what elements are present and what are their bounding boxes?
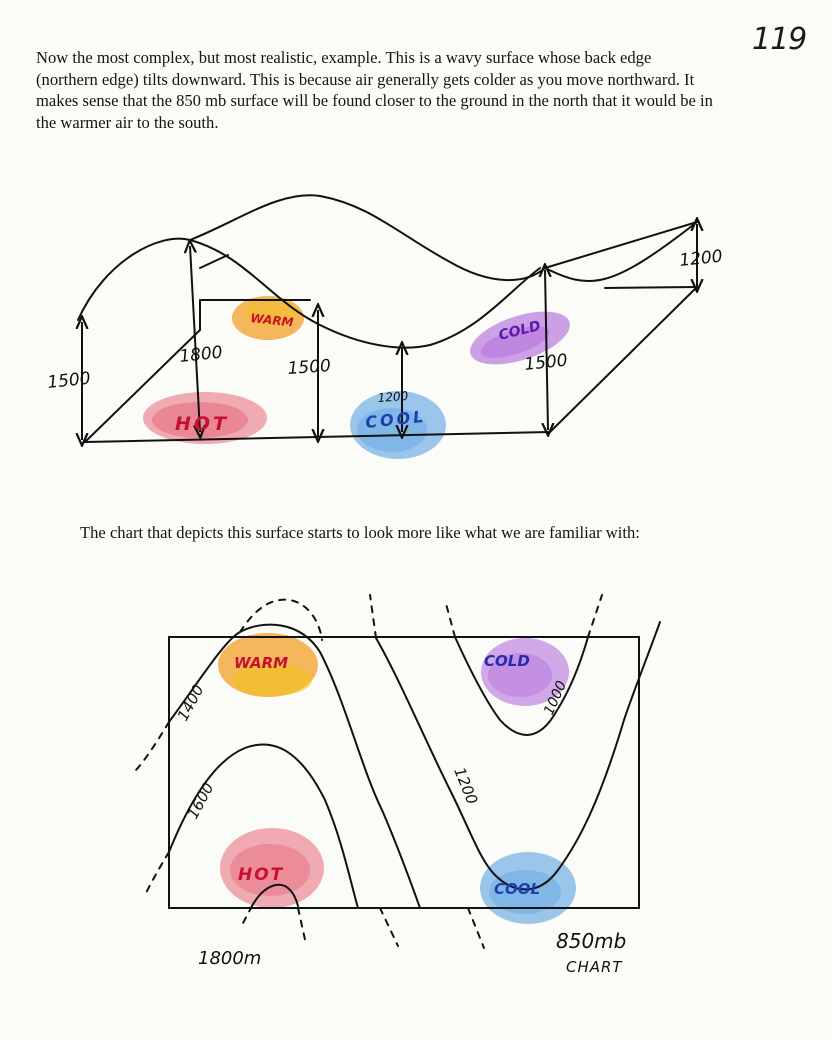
chart-intro-paragraph: The chart that depicts this surface starts to look more like what we are familiar with: <box>80 523 640 542</box>
region-label-warm: WARM <box>234 654 289 672</box>
height-label: 1800 <box>178 342 224 367</box>
contour-1600-south-dashed <box>468 908 484 948</box>
contour-1800-south-dashed <box>298 908 306 944</box>
region-label-hot: HOT <box>238 865 285 885</box>
region-label-hot: HOT <box>175 413 230 435</box>
page-number: 119 <box>752 22 807 57</box>
region-label-warm: WARM <box>249 311 295 330</box>
height-label: 1200 <box>678 246 724 271</box>
height-label: 1500 <box>46 368 92 393</box>
height-label: 1500 <box>286 356 332 379</box>
contour-label-1800m: 1800m <box>198 948 262 969</box>
contour-label-1400: 1400 <box>173 681 208 724</box>
region-label-cold: COLD <box>484 652 530 670</box>
height-label: 1500 <box>523 350 569 375</box>
contour-1400-west-dashed <box>136 722 169 770</box>
contour-label-1200: 1200 <box>450 764 482 807</box>
contour-label-1600: 1600 <box>183 779 218 822</box>
chart-caption-850mb: 850mb <box>556 929 627 953</box>
chart-caption-chart: CHART <box>566 958 623 976</box>
region-label-cold: COLD <box>497 318 543 344</box>
contour-1600-west-dashed <box>145 852 169 895</box>
region-label-cool: COOL <box>494 880 541 898</box>
contour-1000-north-west-dashed <box>445 600 455 637</box>
contour-1400-north-dashed <box>240 600 322 640</box>
height-label: 1200 <box>377 388 409 405</box>
intro-paragraph: Now the most complex, but most realistic, example. This is a wavy surface whose back edge (northern edge) tilts downward. This is because air generally gets colder as you move northward. It makes sense that the 850 mb surface will be found closer to the ground in the north that it would be in the warmer air to the south. <box>36 48 713 132</box>
contour-1400-south-dashed <box>380 908 398 946</box>
contour-1200-north-dashed <box>370 595 376 638</box>
region-label-cool: COOL <box>364 406 428 432</box>
contour-label-1000: 1000 <box>541 678 571 718</box>
contour-1000-north-east-dashed <box>588 595 602 637</box>
